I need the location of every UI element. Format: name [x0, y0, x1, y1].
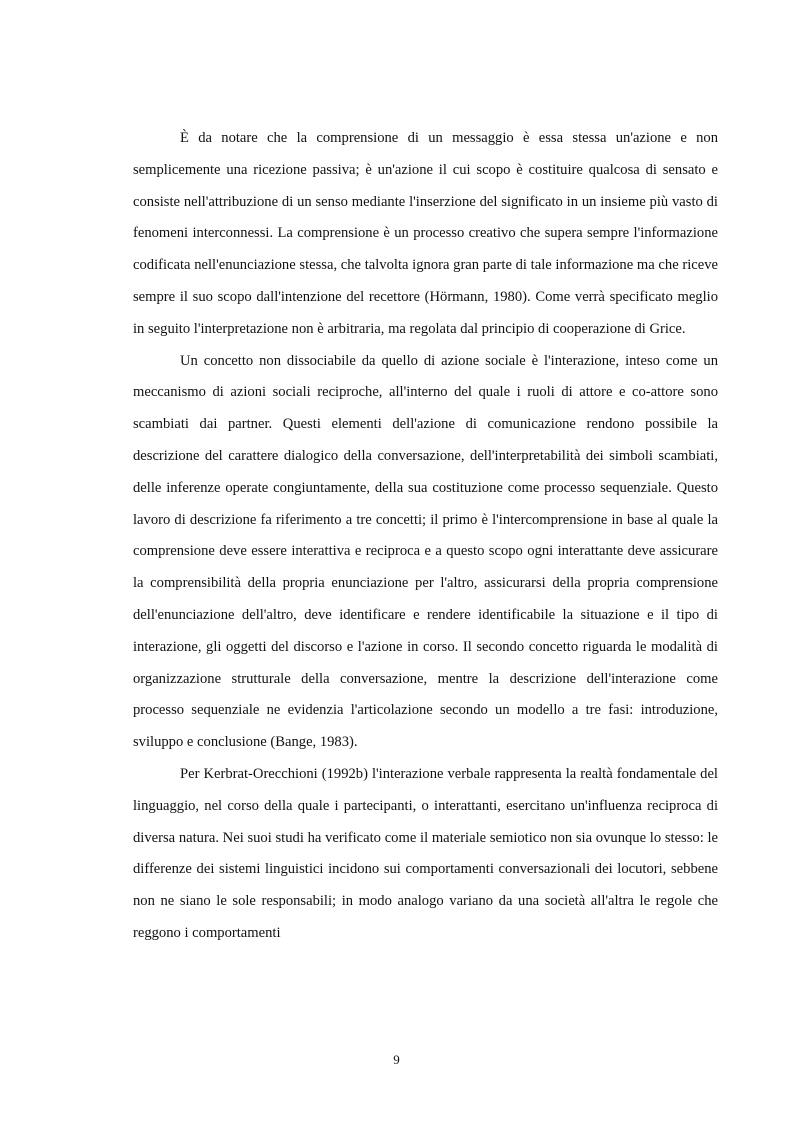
- paragraph-interaction: Un concetto non dissociabile da quello di azione sociale è l'interazione, inteso come un meccanismo di azioni sociali reciproche, all'interno del quale i ruoli di attore e co-attore sono scambiati dai partner. Questi elementi dell'azione di comunicazione rendono possibile la descrizione del carattere dialogico della conversazione, dell'interpretabilità dei simboli scambiati, delle inferenze operate congiuntamente, della sua costituzione come processo sequenziale. Questo lavoro di descrizione fa riferimento a tre concetti; il primo è l'intercomprensione in base al quale la comprensione deve essere interattiva e reciproca e a questo scopo ogni interattante deve assicurare la comprensibilità della propria enunciazione per l'altro, assicurarsi della propria comprensione dell'enunciazione dell'altro, deve identificare e rendere identificabile la situazione e il tipo di interazione, gli oggetti del discorso e l'azione in corso. Il secondo concetto riguarda le modalità di organizzazione strutturale della conversazione, mentre la descrizione dell'interazione come processo sequenziale ne evidenzia l'articolazione secondo un modello a tre fasi: introduzione, sviluppo e conclusione (Bange, 1983).: [133, 352, 718, 751]
- page-number: 9: [393, 1052, 400, 1067]
- paragraph-comprehension: È da notare che la comprensione di un messaggio è essa stessa un'azione e non semplicemente una ricezione passiva; è un'azione il cui scopo è costituire qualcosa di sensato e consiste nell'attribuzione di un senso mediante l'inserzione del significato in un insieme più vasto di fenomeni interconnessi. La comprensione è un processo creativo che supera sempre l'informazione codificata nell'enunciazione stessa, che talvolta ignora gran parte di tale informazione ma che riceve sempre il suo scopo dall'intenzione del recettore (Hörmann, 1980). Come verrà specificato meglio in seguito l'interpretazione non è arbitraria, ma regolata dal principio di cooperazione di Grice.: [133, 130, 718, 337]
- paragraph-kerbrat-orecchioni: Per Kerbrat-Orecchioni (1992b) l'interazione verbale rappresenta la realtà fondamentale del linguaggio, nel corso della quale i partecipanti, o interattanti, esercitano un'influenza reciproca di diversa natura. Nei suoi studi ha verificato come il materiale semiotico non sia ovunque lo stesso: le differenze dei sistemi linguistici incidono sui comportamenti conversazionali dei locutori, sebbene non ne siano le sole responsabili; in modo analogo variano da una società all'altra le regole che reggono i comportamenti: [133, 765, 718, 941]
- body-text: [133, 123, 718, 950]
